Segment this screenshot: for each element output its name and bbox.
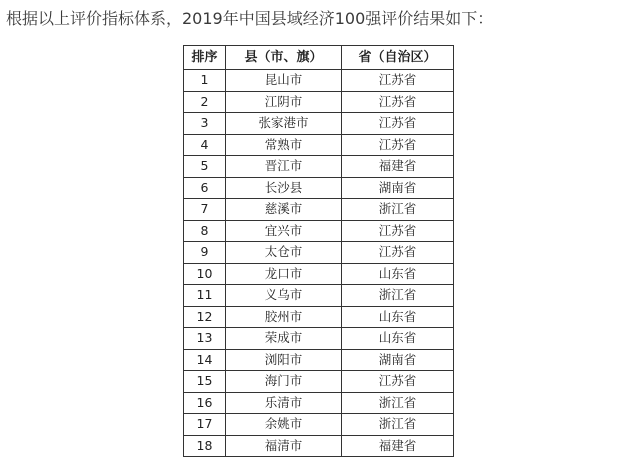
province-cell: 浙江省 bbox=[342, 414, 454, 436]
table-row bbox=[184, 371, 454, 393]
rank-cell: 14 bbox=[184, 349, 226, 371]
table-row bbox=[184, 91, 454, 113]
province-cell: 山东省 bbox=[342, 306, 454, 328]
province-cell: 江苏省 bbox=[342, 113, 454, 135]
county-cell: 龙口市 bbox=[226, 263, 342, 285]
province-cell: 江苏省 bbox=[342, 371, 454, 393]
table-row bbox=[184, 220, 454, 242]
table-row bbox=[184, 242, 454, 264]
table-row bbox=[184, 263, 454, 285]
rank-cell: 16 bbox=[184, 392, 226, 414]
county-cell: 张家港市 bbox=[226, 113, 342, 135]
intro-paragraph: 根据以上评价指标体系，2019年中国县域经济100强评价结果如下： bbox=[6, 9, 494, 28]
province-cell: 江苏省 bbox=[342, 220, 454, 242]
header-province: 省（自治区） bbox=[342, 46, 454, 70]
county-cell: 浏阳市 bbox=[226, 349, 342, 371]
rank-cell: 7 bbox=[184, 199, 226, 221]
table-row bbox=[184, 113, 454, 135]
county-cell: 太仓市 bbox=[226, 242, 342, 264]
table-row bbox=[184, 306, 454, 328]
county-cell: 长沙县 bbox=[226, 177, 342, 199]
table-header-row bbox=[184, 46, 454, 70]
table-row bbox=[184, 349, 454, 371]
county-cell: 昆山市 bbox=[226, 70, 342, 92]
rank-cell: 4 bbox=[184, 134, 226, 156]
county-cell: 荣成市 bbox=[226, 328, 342, 350]
county-cell: 宜兴市 bbox=[226, 220, 342, 242]
table-row bbox=[184, 414, 454, 436]
table-row bbox=[184, 177, 454, 199]
rank-cell: 17 bbox=[184, 414, 226, 436]
county-ranking-table bbox=[183, 45, 454, 457]
rank-cell: 8 bbox=[184, 220, 226, 242]
province-cell: 山东省 bbox=[342, 263, 454, 285]
province-cell: 江苏省 bbox=[342, 134, 454, 156]
province-cell: 浙江省 bbox=[342, 285, 454, 307]
county-cell: 余姚市 bbox=[226, 414, 342, 436]
rank-cell: 13 bbox=[184, 328, 226, 350]
header-county: 县（市、旗） bbox=[226, 46, 342, 70]
table-row bbox=[184, 156, 454, 178]
province-cell: 福建省 bbox=[342, 435, 454, 457]
table-row bbox=[184, 70, 454, 92]
rank-cell: 1 bbox=[184, 70, 226, 92]
county-cell: 晋江市 bbox=[226, 156, 342, 178]
county-cell: 乐清市 bbox=[226, 392, 342, 414]
county-cell: 江阴市 bbox=[226, 91, 342, 113]
table-row bbox=[184, 134, 454, 156]
table-row bbox=[184, 435, 454, 457]
province-cell: 江苏省 bbox=[342, 242, 454, 264]
rank-cell: 15 bbox=[184, 371, 226, 393]
county-cell: 慈溪市 bbox=[226, 199, 342, 221]
rank-cell: 11 bbox=[184, 285, 226, 307]
county-cell: 义乌市 bbox=[226, 285, 342, 307]
county-cell: 福清市 bbox=[226, 435, 342, 457]
county-cell: 海门市 bbox=[226, 371, 342, 393]
rank-cell: 5 bbox=[184, 156, 226, 178]
province-cell: 江苏省 bbox=[342, 70, 454, 92]
county-cell: 常熟市 bbox=[226, 134, 342, 156]
province-cell: 湖南省 bbox=[342, 177, 454, 199]
table-row bbox=[184, 392, 454, 414]
province-cell: 湖南省 bbox=[342, 349, 454, 371]
rank-cell: 9 bbox=[184, 242, 226, 264]
rank-cell: 3 bbox=[184, 113, 226, 135]
rank-cell: 18 bbox=[184, 435, 226, 457]
county-cell: 胶州市 bbox=[226, 306, 342, 328]
province-cell: 山东省 bbox=[342, 328, 454, 350]
province-cell: 福建省 bbox=[342, 156, 454, 178]
rank-cell: 2 bbox=[184, 91, 226, 113]
rank-cell: 6 bbox=[184, 177, 226, 199]
province-cell: 浙江省 bbox=[342, 392, 454, 414]
table-row bbox=[184, 285, 454, 307]
header-rank: 排序 bbox=[184, 46, 226, 70]
rank-cell: 10 bbox=[184, 263, 226, 285]
table-row bbox=[184, 328, 454, 350]
rank-cell: 12 bbox=[184, 306, 226, 328]
province-cell: 浙江省 bbox=[342, 199, 454, 221]
province-cell: 江苏省 bbox=[342, 91, 454, 113]
table-row bbox=[184, 199, 454, 221]
